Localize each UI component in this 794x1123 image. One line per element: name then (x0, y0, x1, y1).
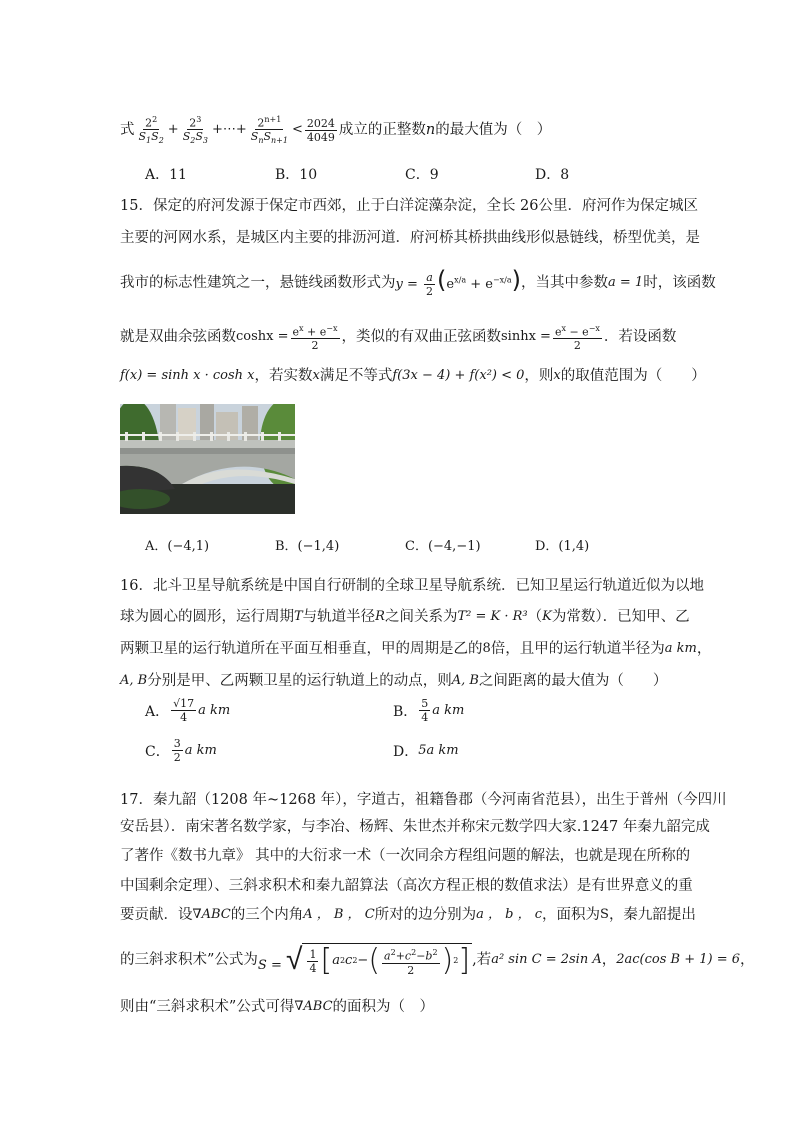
q16-option-b-unit: a km (432, 703, 465, 718)
q16-option-a-frac: $\frac{√17}{4}$ (173, 697, 195, 724)
q16-line1: 16．北斗卫星导航系统是中国自行研制的全球卫星导航系统．已知卫星运行轨道近似为以地 (120, 578, 704, 594)
q17-line2: 安岳县）．南宋著名数学家，与李冶、杨辉、朱世杰并称宋元数学四大家.1247 年秦九韶完成 (120, 819, 710, 835)
q16-option-a[interactable] (145, 697, 393, 724)
q16-eight: 8 (482, 641, 491, 656)
q15-line5a: ，若实数 (254, 368, 313, 384)
q16-line2c: 之间关系为 (384, 609, 458, 625)
q15-option-d[interactable]: D．(1,4) (535, 539, 590, 554)
q15-cosh-lhs: coshx = (236, 329, 289, 344)
q16-option-a-unit: a km (198, 703, 231, 718)
q16-options-row2 (145, 737, 641, 764)
q14-term2: $\frac{2^3}{S_2S_3}$ (182, 114, 208, 146)
q15-line5: f(x) = sinh x · cosh x ，若实数 x 满足不等式 f(3x − 4) + f(x²) < 0 ，则 x 的取值范围为（ ） (120, 365, 684, 387)
q16-line2 (120, 606, 690, 628)
q15-line1: 15．保定的府河发源于保定市西郊，止于白洋淀藻杂淀，全长 26公里．府河作为保定城区 (120, 198, 699, 214)
q17-cond2: 2ac(cos B + 1) = 6 (616, 952, 740, 967)
q16-option-c-label: C． (145, 743, 170, 760)
q14-prefix: 式 (120, 122, 135, 138)
q16-line2b: 与轨道半径 (302, 609, 376, 625)
q16-option-c-unit: a km (184, 743, 217, 758)
q17-line6: 的三斜求积术”公式为 S = √ $\frac{1}{4}$ [ a 2 c 2 − ( $\frac{a^2+c^2-b^2}{2}$ ) 2 ] ,若 a² sin C = 2sin A ， 2ac(cos B + 1) = 6 ， (120, 941, 755, 979)
q16-line4a: 分别是甲、乙两颗卫星的运行轨道上的动点，则 (147, 673, 452, 689)
q17-line5a: 要贡献．设 (120, 907, 193, 923)
q16-option-a-label: A． (145, 703, 170, 720)
q14-var: n (425, 122, 436, 138)
q16-option-d-label: D． (393, 743, 419, 760)
q16-line3a: 两颗卫星的运行轨道所在平面互相垂直，甲的周期是乙的 (120, 641, 483, 657)
q16-AB-2: A, B (451, 673, 479, 688)
q17-line5c: 所对的边分别为 (374, 907, 477, 923)
q17-line5b: 的三个内角 (230, 907, 304, 923)
q16-line2d: （ (527, 609, 543, 625)
q17-line5e: ，秦九韶提出 (608, 907, 696, 923)
q17-line7a: 则由“三斜求积术”公式可得 (120, 999, 295, 1015)
q16-options-row1 (145, 697, 641, 724)
q15-line3 (120, 266, 716, 300)
q17-angles: A ， B ， C (303, 907, 375, 922)
q17-heron-formula: S = √ $\frac{1}{4}$ [ a 2 c 2 − ( $\frac{a^2+c^2-b^2}{2}$ ) 2 ] (257, 941, 471, 979)
q16-line2e: 为常数）．已知甲、乙 (551, 609, 690, 625)
bridge-photo (120, 404, 295, 514)
q16-line4b: 之间距离的最大值为（ ） (478, 673, 668, 689)
q15-line4 (120, 322, 684, 352)
q16-option-d[interactable] (393, 737, 641, 764)
q17-line6c: ， (601, 952, 617, 968)
q16-akm: a km (664, 641, 697, 656)
q15-fdef: f(x) = sinh x · cosh x (120, 368, 255, 383)
q14-option-b[interactable]: B．10 (275, 167, 318, 183)
q14-option-d[interactable]: D．8 (535, 167, 570, 183)
q14-suffix: 成立的正整数 (338, 122, 426, 138)
q17-line5d: ，面积为 (542, 907, 601, 923)
q16-line3: 两颗卫星的运行轨道所在平面互相垂直，甲的周期是乙的 8 倍，且甲的运行轨道半径为 a km ， (120, 638, 684, 660)
q16-line3b: 倍，且甲的运行轨道半径为 (490, 641, 665, 657)
q15-cosh-frac: $\frac{e^x + e^{-x}}{2}$ (292, 323, 338, 353)
q15-ineq: f(3x − 4) + f(x²) < 0 (392, 368, 525, 383)
q16-R: R (375, 609, 385, 624)
q16-option-b[interactable] (393, 697, 641, 724)
q16-line2a: 球为圆心的圆形，运行周期 (120, 609, 294, 625)
q14-term1: $\frac{2^2}{S_1S_2}$ (138, 114, 164, 146)
q14-inequality-line: 式 $\frac{2^2}{S_1S_2}$ + $\frac{2^3}{S_2S_3}$ +⋯+ $\frac{2^{n+1}}{S_nS_{n+1}}$ < $\frac{2024}{4049}$ 成立的正整数 n 的最大值为（ ） (120, 114, 552, 146)
q14-term-n: $\frac{2^{n+1}}{S_nS_{n+1}}$ (250, 114, 288, 146)
q17-tri-2: ∇ABC (294, 999, 333, 1014)
q15-line4b: ，类似的有双曲正弦函数 (341, 329, 501, 345)
q15-option-a[interactable]: A．(−4,1) (145, 539, 210, 554)
q15-options (145, 535, 665, 554)
q15-line3a: 我市的标志性建筑之一，悬链线函数形式为 (120, 275, 396, 291)
q17-sides: a ， b ， c (476, 907, 543, 922)
q16-line4 (120, 670, 684, 692)
q15-sinh-lhs: sinhx = (501, 329, 551, 344)
q16-option-b-label: B． (393, 703, 418, 720)
q15-line3c: 时，该函数 (643, 275, 716, 291)
q15-line5c: ，则 (524, 368, 554, 384)
q16-AB: A, B (120, 673, 148, 688)
q17-line6a: 的三斜求积术”公式为 (120, 952, 258, 968)
q15-option-c[interactable]: C．(−4,−1) (405, 539, 481, 554)
q15-line4c: ．若设函数 (603, 329, 677, 345)
q16-option-c-frac: $\frac{3}{2}$ (173, 737, 181, 764)
q17-line7 (120, 996, 684, 1018)
q17-S: S (600, 907, 609, 922)
q17-line7b: 的面积为（ ） (332, 999, 435, 1015)
q16-option-d-value: 5a km (418, 743, 459, 758)
q14-option-a[interactable]: A．11 (145, 167, 187, 183)
q15-line5d: 的取值范围为（ ） (560, 368, 706, 384)
q17-cond1: a² sin C = 2sin A (491, 952, 602, 967)
q16-option-c[interactable] (145, 737, 393, 764)
q15-sinh-frac: $\frac{e^x - e^{-x}}{2}$ (554, 323, 600, 353)
q15-catenary-formula: y = $\frac{a}{2}$ $(e^{x/a} + e^{-x/a})$ (395, 266, 522, 298)
q14-option-c[interactable]: C．9 (405, 167, 439, 183)
q15-line5b: 满足不等式 (319, 368, 393, 384)
q16-formula: T² = K · R³ (457, 609, 528, 624)
q17-line3: 了著作《数书九章》 其中的大衍求一术（一次同余方程组问题的解法，也就是现在所称的 (120, 848, 691, 864)
q14-options (145, 164, 665, 184)
q15-line2: 主要的河网水系，是城区内主要的排沥河道．府河桥其桥拱曲线形似悬链线，桥型优美，是 (120, 230, 700, 246)
q14-suffix2: 的最大值为（ ） (435, 122, 552, 138)
q15-line4a: 就是双曲余弦函数 (120, 329, 236, 345)
q15-option-b[interactable]: B．(−1,4) (275, 539, 340, 554)
q15-line3b: ，当其中参数 (521, 275, 609, 291)
q15-param: a = 1 (608, 275, 644, 290)
q16-option-b-frac: $\frac{5}{4}$ (421, 697, 429, 724)
q16-T: T (294, 609, 303, 624)
q17-tri: ∇ABC (192, 907, 231, 922)
q17-line6b: ,若 (472, 952, 492, 968)
q14-rhs: $\frac{2024}{4049}$ (306, 116, 335, 144)
q17-line5 (120, 904, 696, 926)
q17-line4: 中国剩余定理）、三斜求积术和秦九韶算法（高次方程正根的数值求法）是有世界意义的重 (120, 878, 693, 894)
q16-K: K (542, 609, 552, 624)
q17-line1: 17．秦九韶（1208 年~1268 年），字道古，祖籍鲁郡（今河南省范县），出生于普州（今四川 (120, 792, 727, 808)
